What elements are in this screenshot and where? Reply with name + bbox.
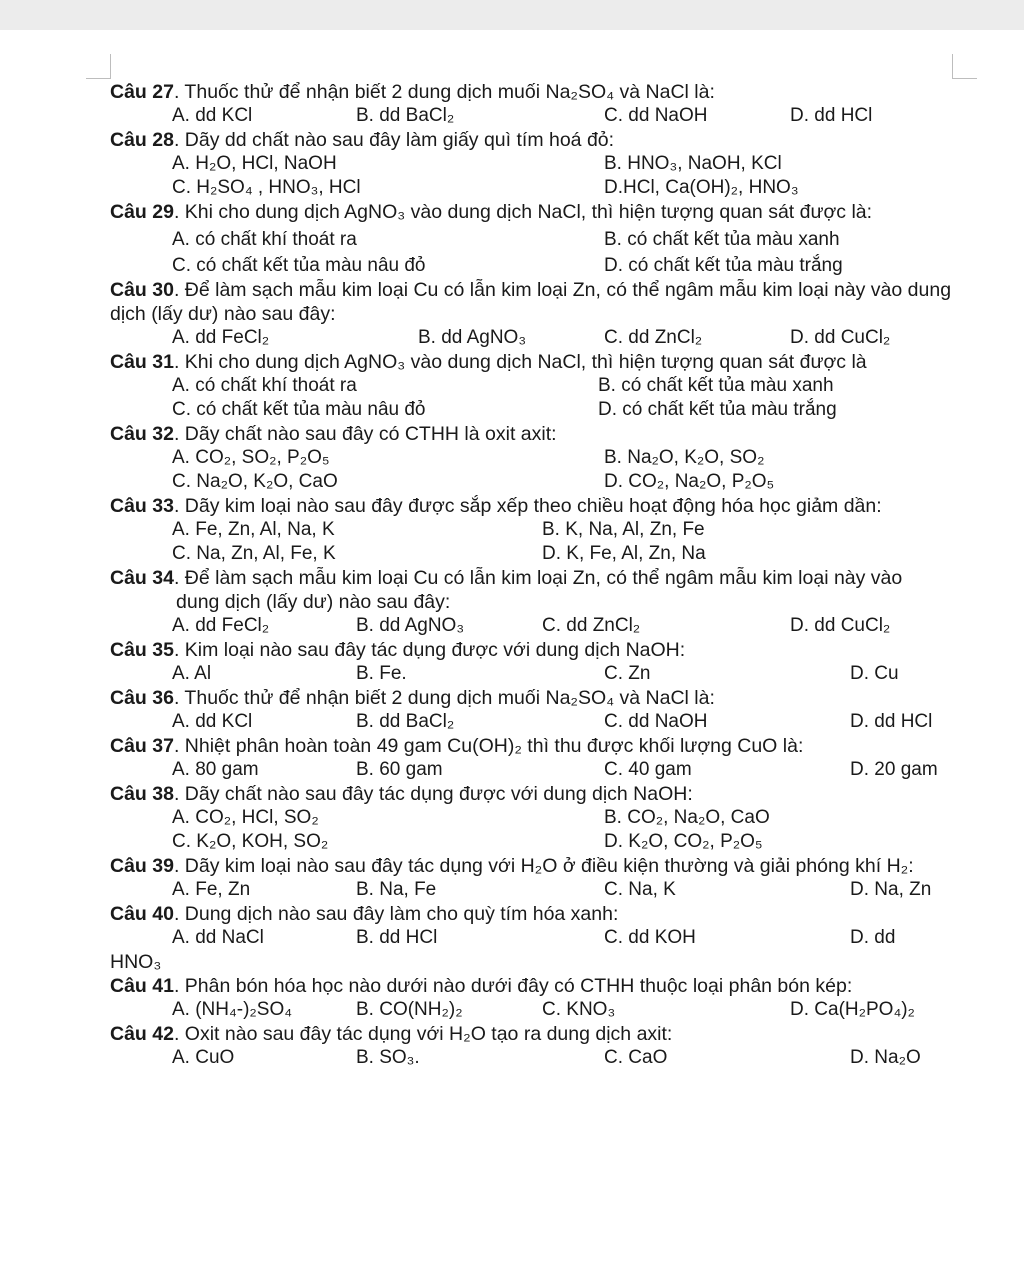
option-row [110, 398, 960, 422]
question-stem [110, 80, 960, 104]
question-28 [110, 128, 960, 200]
option-row [110, 104, 960, 128]
option-d: D. dd CuCl₂ [790, 327, 891, 348]
option-c: C. dd KOH [604, 927, 696, 948]
option-d: D. dd HCl [790, 105, 873, 126]
option-a: A. Al [172, 663, 212, 684]
question-number: Câu 38 [110, 783, 174, 805]
option-b: B. có chất kết tủa màu xanh [604, 229, 840, 250]
option-b: B. SO₃. [356, 1047, 420, 1068]
margin-corner-mark [86, 54, 111, 79]
question-number: Câu 37 [110, 735, 174, 757]
question-text: . Khi cho dung dịch AgNO₃ vào dung dịch NaCl, thì hiện tượng quan sát được là [173, 351, 867, 373]
option-d: D. K, Fe, Al, Zn, Na [542, 543, 706, 564]
option-row [110, 254, 960, 278]
option-d: D. Ca(H₂PO₄)₂ [790, 999, 915, 1020]
question-33 [110, 494, 960, 566]
option-row [110, 806, 960, 830]
question-text: . Phân bón hóa học nào dưới nào dưới đây có CTHH thuộc loại phân bón kép: [173, 975, 853, 997]
option-c: C. 40 gam [604, 759, 692, 780]
question-text: . Dãy chất nào sau đây có CTHH là oxit axit: [173, 423, 557, 445]
option-b: B. Fe. [356, 663, 407, 684]
option-row [110, 518, 960, 542]
option-b: B. Na, Fe [356, 879, 437, 900]
question-stem [110, 974, 960, 998]
question-text: . Dung dịch nào sau đây làm cho quỳ tím hóa xanh: [173, 903, 619, 925]
option-row [110, 446, 960, 470]
question-37 [110, 734, 960, 782]
option-row [110, 176, 960, 200]
question-stem-continued: dung dịch (lấy dư) nào sau đây: [176, 591, 451, 613]
question-number: Câu 33 [110, 495, 174, 517]
option-c: C. CaO [604, 1047, 668, 1068]
question-text: . Thuốc thử để nhận biết 2 dung dịch muối Na₂SO₄ và NaCl là: [173, 687, 715, 709]
option-d: D. CO₂, Na₂O, P₂O₅ [604, 471, 775, 492]
question-39 [110, 854, 960, 902]
option-c: C. dd NaOH [604, 105, 708, 126]
question-list [110, 80, 960, 1070]
option-a: A. có chất khí thoát ra [172, 375, 357, 396]
question-29 [110, 200, 960, 278]
option-c: C. dd ZnCl₂ [542, 615, 641, 636]
option-b: B. Na₂O, K₂O, SO₂ [604, 447, 765, 468]
option-row [110, 614, 960, 638]
option-a: A. dd KCl [172, 105, 253, 126]
question-stem [110, 128, 960, 152]
question-stem [110, 734, 960, 758]
question-number: Câu 40 [110, 903, 174, 925]
question-number: Câu 34 [110, 567, 174, 589]
option-c: C. có chất kết tủa màu nâu đỏ [172, 255, 426, 276]
question-30 [110, 278, 960, 350]
option-a: A. CO₂, SO₂, P₂O₅ [172, 447, 330, 468]
question-text: . Thuốc thử để nhận biết 2 dung dịch muối Na₂SO₄ và NaCl là: [173, 81, 715, 103]
question-number: Câu 35 [110, 639, 174, 661]
option-c: C. dd NaOH [604, 711, 708, 732]
option-row [110, 228, 960, 252]
option-d: D. có chất kết tủa màu trắng [604, 255, 843, 276]
option-row [110, 926, 960, 950]
question-text: . Để làm sạch mẫu kim loại Cu có lẫn kim loại Zn, có thể ngâm mẫu kim loại này vào [173, 567, 903, 589]
option-a: A. CO₂, HCl, SO₂ [172, 807, 319, 828]
question-32 [110, 422, 960, 494]
question-40 [110, 902, 960, 974]
option-b: B. HNO₃, NaOH, KCl [604, 153, 782, 174]
question-42 [110, 1022, 960, 1070]
option-row [110, 470, 960, 494]
option-d: D.HCl, Ca(OH)₂, HNO₃ [604, 177, 799, 198]
question-number: Câu 32 [110, 423, 174, 445]
option-row [110, 830, 960, 854]
option-c: C. dd ZnCl₂ [604, 327, 703, 348]
option-b: B. 60 gam [356, 759, 443, 780]
option-c: C. Na₂O, K₂O, CaO [172, 471, 338, 492]
question-number: Câu 27 [110, 81, 174, 103]
option-a: A. Fe, Zn [172, 879, 251, 900]
option-a: A. có chất khí thoát ra [172, 229, 357, 250]
question-35 [110, 638, 960, 686]
option-d: D. có chất kết tủa màu trắng [598, 399, 837, 420]
option-c: C. KNO₃ [542, 999, 616, 1020]
option-c: C. H₂SO₄ , HNO₃, HCl [172, 177, 361, 198]
option-c: C. có chất kết tủa màu nâu đỏ [172, 399, 426, 420]
option-b: B. K, Na, Al, Zn, Fe [542, 519, 705, 540]
question-text: . Oxit nào sau đây tác dụng với H₂O tạo ra dung dịch axit: [173, 1023, 673, 1045]
question-stem [110, 350, 960, 374]
option-b: B. dd BaCl₂ [356, 105, 455, 126]
option-a: A. dd NaCl [172, 927, 264, 948]
question-number: Câu 36 [110, 687, 174, 709]
option-b: B. dd AgNO₃ [418, 327, 527, 348]
option-row [110, 662, 960, 686]
option-a: A. Fe, Zn, Al, Na, K [172, 519, 335, 540]
option-d: D. Cu [850, 663, 899, 684]
question-text: . Kim loại nào sau đây tác dụng được với dung dịch NaOH: [173, 639, 686, 661]
question-number: Câu 41 [110, 975, 174, 997]
option-d: D. 20 gam [850, 759, 938, 780]
option-d-continued: HNO₃ [110, 951, 162, 973]
question-number: Câu 30 [110, 279, 174, 301]
option-b: B. dd AgNO₃ [356, 615, 465, 636]
option-a: A. dd KCl [172, 711, 253, 732]
option-d: D. dd HCl [850, 711, 933, 732]
option-d: D. Na₂O [850, 1047, 921, 1068]
option-row [110, 758, 960, 782]
option-row [110, 878, 960, 902]
question-stem [110, 566, 960, 590]
question-stem [110, 200, 960, 224]
question-stem [110, 638, 960, 662]
option-c: C. Na, Zn, Al, Fe, K [172, 543, 336, 564]
option-b: B. dd BaCl₂ [356, 711, 455, 732]
question-text: . Dãy kim loại nào sau đây tác dụng với H₂O ở điều kiện thường và giải phóng khí H₂: [173, 855, 914, 877]
option-a: A. (NH₄-)₂SO₄ [172, 999, 292, 1020]
question-31 [110, 350, 960, 422]
question-text: . Dãy dd chất nào sau đây làm giấy quì tím hoá đỏ: [173, 129, 615, 151]
option-c: C. K₂O, KOH, SO₂ [172, 831, 329, 852]
option-c: C. Na, K [604, 879, 676, 900]
question-38 [110, 782, 960, 854]
margin-corner-mark [952, 54, 977, 79]
question-41 [110, 974, 960, 1022]
option-row [110, 152, 960, 176]
option-a: A. dd FeCl₂ [172, 615, 270, 636]
question-stem [110, 902, 960, 926]
question-27 [110, 80, 960, 128]
document-page [0, 30, 1024, 1280]
option-row [110, 1046, 960, 1070]
question-number: Câu 31 [110, 351, 174, 373]
option-b: B. CO₂, Na₂O, CaO [604, 807, 770, 828]
question-stem [110, 494, 960, 518]
option-b: B. dd HCl [356, 927, 438, 948]
option-row [110, 710, 960, 734]
question-stem [110, 854, 960, 878]
question-36 [110, 686, 960, 734]
question-number: Câu 29 [110, 201, 174, 223]
option-b: B. CO(NH₂)₂ [356, 999, 463, 1020]
option-b: B. có chất kết tủa màu xanh [598, 375, 834, 396]
question-text: . Dãy kim loại nào sau đây được sắp xếp theo chiều hoạt động hóa học giảm dần: [173, 495, 882, 517]
question-text: . Khi cho dung dịch AgNO₃ vào dung dịch NaCl, thì hiện tượng quan sát được là: [173, 201, 873, 223]
question-text: . Nhiệt phân hoàn toàn 49 gam Cu(OH)₂ thì thu được khối lượng CuO là: [173, 735, 804, 757]
question-stem [110, 782, 960, 806]
option-a: A. CuO [172, 1047, 235, 1068]
question-stem [110, 422, 960, 446]
option-c: C. Zn [604, 663, 651, 684]
option-d: D. dd [850, 927, 896, 948]
option-a: A. H₂O, HCl, NaOH [172, 153, 337, 174]
option-row [110, 542, 960, 566]
question-stem [110, 1022, 960, 1046]
question-text: . Dãy chất nào sau đây tác dụng được với dung dịch NaOH: [173, 783, 693, 805]
option-row [110, 326, 960, 350]
option-a: A. 80 gam [172, 759, 259, 780]
option-row [110, 998, 960, 1022]
option-d: D. dd CuCl₂ [790, 615, 891, 636]
question-number: Câu 28 [110, 129, 174, 151]
option-d: D. Na, Zn [850, 879, 932, 900]
option-row [110, 374, 960, 398]
question-34 [110, 566, 960, 638]
question-stem [110, 278, 960, 326]
question-number: Câu 42 [110, 1023, 174, 1045]
question-stem [110, 686, 960, 710]
option-a: A. dd FeCl₂ [172, 327, 270, 348]
option-d: D. K₂O, CO₂, P₂O₅ [604, 831, 763, 852]
question-text: . Để làm sạch mẫu kim loại Cu có lẫn kim loại Zn, có thể ngâm mẫu kim loại này vào dung dịch (lấy dư) nào sau đây: [110, 279, 952, 325]
question-number: Câu 39 [110, 855, 174, 877]
